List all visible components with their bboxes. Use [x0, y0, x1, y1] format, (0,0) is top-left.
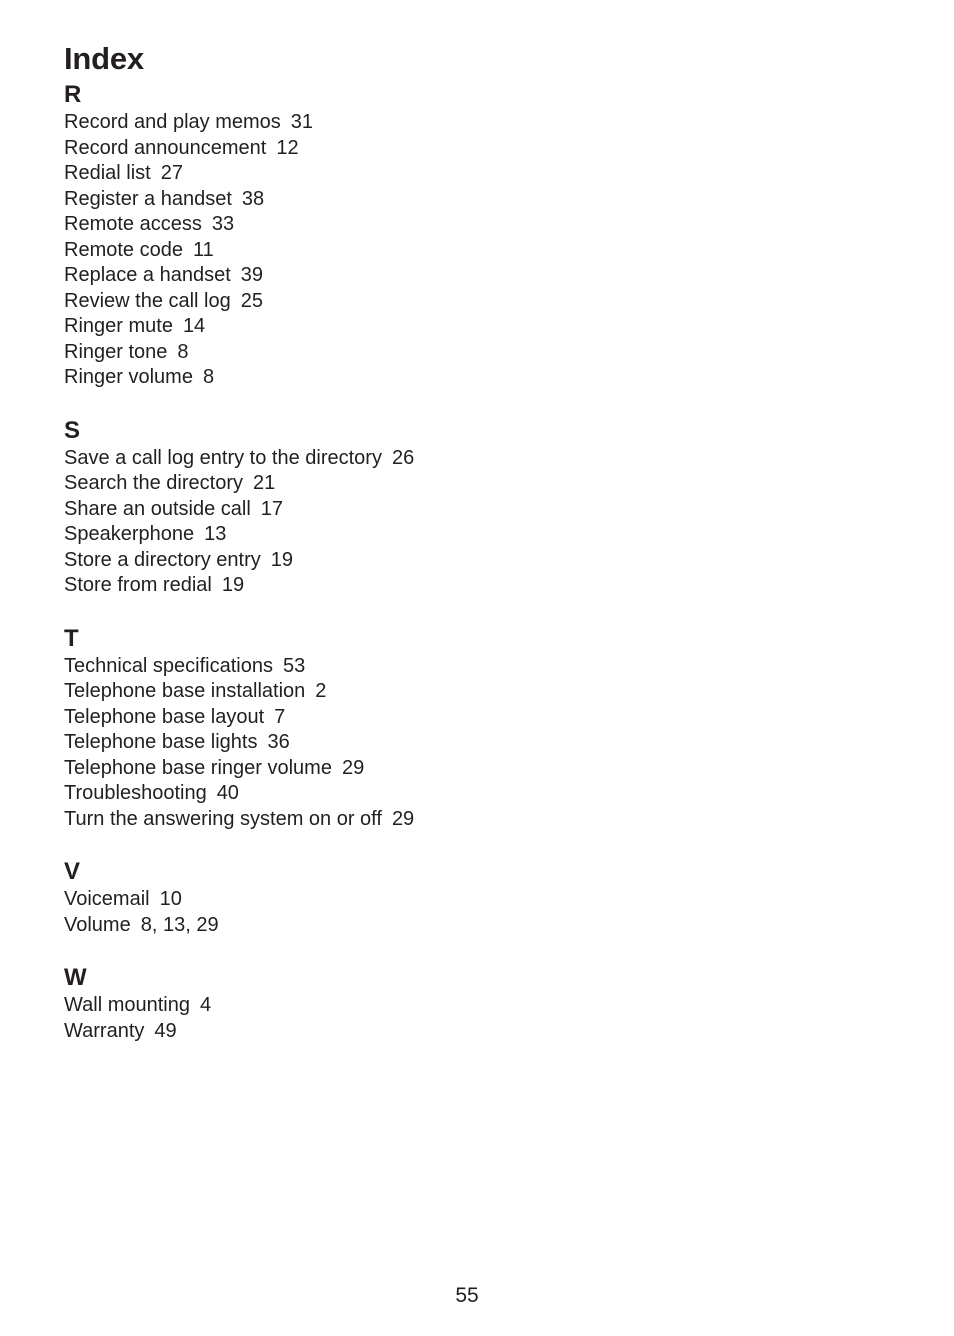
- entry-term: Ringer mute: [64, 315, 173, 337]
- entry-term: Remote code: [64, 238, 183, 261]
- entry-term: Store a directory entry: [64, 548, 261, 571]
- index-entry: [64, 1019, 884, 1045]
- entry-page-ref: 14: [182, 315, 206, 337]
- entry-term: Ringer volume: [64, 366, 193, 388]
- entry-term: Technical specifications: [64, 654, 273, 677]
- entry-term: Remote access: [64, 213, 202, 235]
- section-letter: T: [64, 624, 79, 652]
- entry-term: Speakerphone: [64, 523, 195, 545]
- entry-term: Telephone base lights: [64, 731, 258, 753]
- entry-page-ref: 25: [240, 289, 263, 312]
- index-section-s: [64, 416, 884, 599]
- index-entry: [64, 161, 884, 187]
- index-entry: [64, 289, 884, 315]
- entry-page-ref: 27: [160, 162, 183, 184]
- entry-term: Volume: [64, 913, 131, 936]
- entry-page-ref: 17: [260, 497, 284, 520]
- entry-term: Turn the answering system on or off: [64, 807, 382, 830]
- entry-term: Wall mounting: [64, 994, 190, 1016]
- entry-term: Voicemail: [64, 888, 150, 910]
- index-section-w: [64, 963, 884, 1044]
- entry-term: Redial list: [64, 162, 151, 184]
- entry-page-ref: 49: [154, 1019, 177, 1042]
- index-entry: [64, 913, 884, 939]
- section-letter: V: [64, 858, 81, 885]
- entry-term: Warranty: [64, 1019, 145, 1042]
- entry-page-ref: 21: [252, 472, 276, 494]
- index-entry: [64, 548, 884, 574]
- entry-page-ref: 12: [276, 136, 299, 159]
- index-entry: [64, 471, 884, 497]
- entry-page-ref: 29: [341, 756, 365, 779]
- index-entry: [64, 705, 884, 731]
- entry-term: Review the call log: [64, 289, 231, 312]
- entry-page-ref: 13: [204, 523, 227, 545]
- page-number: 55: [455, 1284, 479, 1307]
- entry-list: [64, 110, 884, 391]
- index-entry: [64, 654, 884, 680]
- entry-list: [64, 446, 884, 599]
- index-entry: [64, 756, 884, 782]
- section-letter: S: [64, 416, 81, 444]
- entry-term: Save a call log entry to the directory: [64, 446, 382, 469]
- index-entry: [64, 365, 884, 391]
- index-entry: [64, 110, 884, 136]
- entry-page-ref: 36: [267, 731, 290, 753]
- entry-list: [64, 887, 884, 938]
- entry-term: Troubleshooting: [64, 782, 207, 804]
- index-sections: [64, 80, 884, 1044]
- entry-page-ref: 19: [221, 574, 245, 596]
- entry-page-ref: 29: [391, 807, 415, 830]
- entry-page-ref: 4: [199, 994, 212, 1016]
- entry-page-ref: 8, 13, 29: [140, 913, 219, 936]
- entry-term: Telephone base layout: [64, 705, 265, 728]
- index-entry: [64, 136, 884, 162]
- index-section-t: [64, 624, 884, 833]
- entry-page-ref: 39: [240, 264, 264, 286]
- index-entry: [64, 497, 884, 523]
- index-entry: [64, 314, 884, 340]
- index-entry: [64, 187, 884, 213]
- entry-term: Telephone base ringer volume: [64, 756, 332, 779]
- index-entry: [64, 807, 884, 833]
- entry-term: Search the directory: [64, 472, 243, 494]
- entry-page-ref: 33: [211, 213, 235, 235]
- entry-page-ref: 8: [202, 366, 215, 388]
- index-entry: [64, 446, 884, 472]
- entry-term: Store from redial: [64, 574, 212, 596]
- entry-page-ref: 2: [315, 680, 327, 702]
- entry-page-ref: 40: [216, 782, 239, 804]
- page-title: Index: [64, 41, 144, 76]
- entry-term: Share an outside call: [64, 497, 251, 520]
- section-letter: W: [64, 964, 87, 991]
- entry-page-ref: 31: [290, 111, 314, 133]
- entry-page-ref: 38: [241, 187, 265, 210]
- entry-term: Record and play memos: [64, 111, 281, 133]
- index-entry: [64, 573, 884, 599]
- index-entry: [64, 887, 884, 913]
- entry-page-ref: 7: [274, 705, 286, 728]
- index-entry: [64, 263, 884, 289]
- entry-list: [64, 993, 884, 1044]
- entry-term: Telephone base installation: [64, 680, 306, 702]
- index-entry: [64, 730, 884, 756]
- index-entry: [64, 781, 884, 807]
- index-entry: [64, 993, 884, 1019]
- entry-term: Ringer tone: [64, 340, 168, 363]
- index-section-r: [64, 80, 884, 391]
- index-section-v: [64, 857, 884, 938]
- entry-page-ref: 10: [159, 888, 182, 910]
- index-entry: [64, 522, 884, 548]
- entry-term: Replace a handset: [64, 264, 231, 286]
- entry-page-ref: 8: [177, 340, 189, 363]
- entry-page-ref: 26: [391, 446, 415, 469]
- section-letter: R: [64, 81, 82, 108]
- index-page: [64, 38, 884, 1069]
- entry-page-ref: 11: [192, 238, 214, 261]
- entry-page-ref: 19: [270, 548, 293, 571]
- index-entry: [64, 212, 884, 238]
- entry-page-ref: 53: [283, 654, 306, 677]
- entry-term: Record announcement: [64, 136, 267, 159]
- index-entry: [64, 238, 884, 264]
- index-entry: [64, 679, 884, 705]
- entry-term: Register a handset: [64, 187, 232, 210]
- entry-list: [64, 654, 884, 833]
- index-entry: [64, 340, 884, 366]
